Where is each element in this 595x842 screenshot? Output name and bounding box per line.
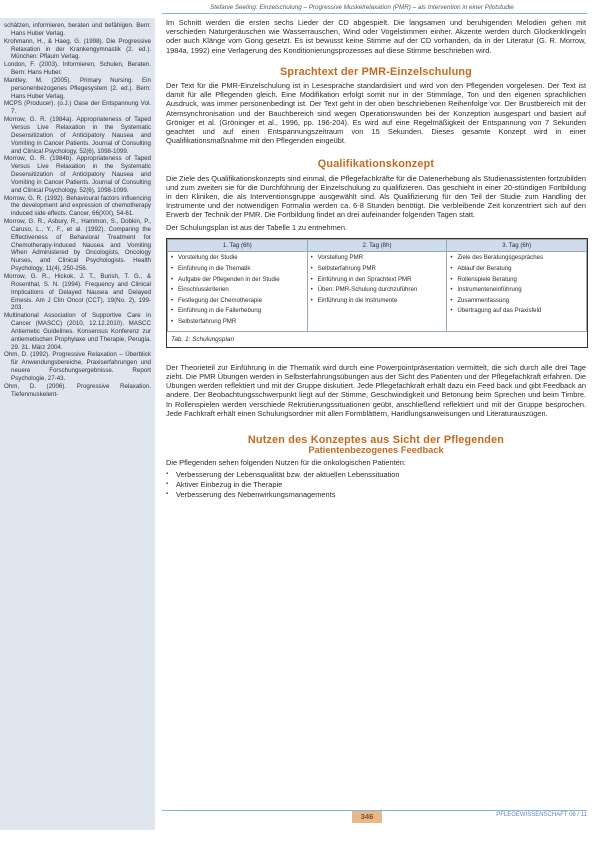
section-heading-sprachtext: Sprachtext der PMR-Einzelschulung	[280, 65, 472, 78]
benefit-item: ▪ Aktiver Einbezug in die Therapie	[166, 480, 586, 489]
article-body	[166, 18, 586, 500]
reference-sidebar	[0, 18, 155, 830]
header-rule	[162, 13, 587, 14]
table-item: • Einschlusskriterien	[171, 286, 304, 294]
table-item: • Einführung in die Fallerhebung	[171, 307, 304, 315]
table-cell-day1	[168, 252, 308, 331]
nutzen-intro: Die Pflegenden sehen folgenden Nutzen für die onkologischen Patienten:	[166, 458, 406, 468]
reference-entry: Morrow, G. R., Hickok, J. T., Burish, T. G., & Rosenthal, S. N. (1994). Frequency and Clinical Implications of Delayed Nausea and Delayed Emesis. Am J Clin Oncol (CCT), 19(No. 2), 199-203.	[4, 273, 151, 312]
intro-paragraph: Im Schnitt werden die ersten sechs Lieder der CD abgespielt. Die langsamen und beruhigenden Melodien gehen mit verschieden Naturgeräuschen wie Wasserrauschen, Wind oder Vogelstimmen einher. Akzente werden durch Glockenklingeln oder auch Klänge vom Gong gesetzt. Es ist bewusst keine Stimme auf der CD vorhanden, da in der Literatur (G. R. Morrow, 1984a, 1992) eine Verlagerung des Konditionierungsprozesses auf diese Stimme beschrieben wird.	[166, 18, 586, 55]
reference-entry: Ohm, D. (2006). Progressive Relaxation. Tiefenmuskelent-	[4, 382, 151, 398]
benefit-item: ▪ Verbesserung der Lebensqualität bzw. der aktuellen Lebenssituation	[166, 470, 586, 479]
table-reference-paragraph: Der Schulungsplan ist aus der Tabelle 1 zu entnehmen.	[166, 222, 348, 232]
table-item: • Aufgabe der Pflegenden in der Studie	[171, 276, 304, 284]
benefit-item: ▪ Verbesserung des Nebenwirkungsmanagements	[166, 490, 586, 499]
subsection-heading-feedback: Patientenbezogenes Feedback	[308, 445, 444, 456]
journal-name: PFLEGEWISSENSCHAFT 06 / 11	[496, 812, 587, 818]
theory-paragraph: Der Theorieteil zur Einführung in die Thematik wird durch eine Powerpointpräsentation vermittelt, die sich durch alle drei Tage zieht. Die PMR Übungen werden in Selbsterfahrungsübungen aus der Sicht des Patienten und der Pflegefachkraft erfahren. Die Übungen werden reflektiert und mit der Gruppe diskutiert. Jede Pflegefachkraft erhält dazu ein Feed back und gibt Feedback an andere. Der Beobachtungsschwerpunkt liegt auf der Stimme, Geschwindigkeit und Betonung beim Sprechen und beim Timbre. In Rollenspielen werden verschiede Rekrutierungssituationen geübt, anschließend reflektiert und mit der Gruppe besprochen. Jede Fachkraft erhält einen Schulungsordner mit allen Formblättern, Handlungsanweisungen und Literaturauszügen.	[166, 362, 586, 418]
table-item: • Einführung in den Sprachtext PMR	[311, 276, 444, 284]
qualifikation-paragraph: Die Ziele des Qualifikationskonzepts sind einmal, die Pflegefachkräfte für die Datenerhebung als Studienassistenten fortzubilden und zum zweiten sie für die Durchführung der Einzelschulung zu qualifizieren. Das geschieht in einer 20-stündigen Fortbildung in den Kliniken, die als Interventionsgruppe ausgewählt sind. Als Qualifizierung für den Teil der Studie zum Handling der Instrumente und der notwendigen Formalia werden ca. 6-8 Stunden benötigt. Die verbleibende Zeit konzentriert sich auf den Erwerb der Technik der PMR. Die Fortbildung findet an drei aufeinander folgenden Tagen statt.	[166, 173, 586, 220]
reference-entry: schätzen, informieren, beraten und befähigen. Bern: Hans Huber Verlag.	[4, 22, 151, 37]
table-item: • Ablauf der Beratung	[450, 265, 583, 273]
page-number: 346	[352, 811, 382, 823]
reference-entry: MCPS (Producer). (o.J.) Oase der Entspannung Vol. 7.	[4, 100, 151, 116]
table-header-day1: 1. Tag (6h)	[168, 239, 308, 252]
table-item: • Festlegung der Chemotherapie	[171, 297, 304, 305]
schedule-table-box	[166, 238, 588, 348]
table-cell-day2	[307, 252, 447, 331]
sprachtext-paragraph: Der Text für die PMR-Einzelschulung ist in Lesesprache standardisiert und wird von den Pflegenden vorgelesen. Der Text ist damit für alle Pflegenden gleich. Eine Modifikation erfolgt somit nur in der Stimmlage, Ton und den eigenen sprachlichen Ausdruck, was immer personenbedingt ist. Der Text geht in der oben beschriebenen Reihenfolge vor. Der Brustbereich mit der Atemsynchronisation und der Bauchbereich sind wegen Operationswunden bei der Konzeption ausgespart und basiert auf Gröniger et al. (Gröninger et al., 1996, pp. 196-204). Es wird auf eine Regelmäßigkeit der Entspannung von 7 Sekunden geachtet und auf einen Entspannungszeitraum von 15 Sekunden. Dieses gesamte Konzept wird in einer Qualifikationsmaßnahme mit den Pflegenden eingeübt.	[166, 81, 586, 146]
reference-entry: Morrow, G. R., Asbury, R., Hammon, S., Dobkin, P., Caruso, L., Y., F., et al. (1992). Comparing the Effectiveness of Behavioral Treatment for Chemotherapy-Induced Nausea and Vomiting When Administered by Oncologists, Oncology Nurses, and Clinical Psychologists. Health Psychology, 11(4), 250-256.	[4, 218, 151, 273]
schedule-table	[167, 239, 587, 332]
table-item: • Übertragung auf das Praxisfeld	[450, 307, 583, 315]
table-item: • Einführung in die Thematik	[171, 265, 304, 273]
section-heading-qualifikation: Qualifikationskonzept	[317, 158, 435, 171]
table-cell-day3	[447, 252, 587, 331]
reference-entry: Ohm, D. (1992). Progressive Relaxation – Überblick für Anwendungsbereiche, Praxiserfahrungen und neuere Forschungsergebnisse. Report Psychologie, 27-43.	[4, 351, 151, 382]
reference-entry: Morrow, G. R. (1984a). Appropriateness of Taped Versus Live Relaxation in the Systematic Desensitization of Anticipatory Nausea and Vomiting in Cancer Patients. Journal of Consulting and Clinical Psychology, 52(6), 1098-1099.	[4, 116, 151, 155]
table-item: • Instrumenteneinführung	[450, 286, 583, 294]
reference-entry: Morrow, G. R. (1984b). Appropriateness of Taped Versus Live Relaxation in the Systematic Desensitization of Anticipatory Nausea and Vomiting in Cancer Patients. Journal of Consulting and Clinical Psychology, 52(6), 1098-1099.	[4, 155, 151, 194]
section-heading-nutzen: Nutzen des Konzeptes aus Sicht der Pflegenden	[247, 434, 505, 447]
table-header-day2: 2. Tag (8h)	[307, 239, 447, 252]
table-item: • Zusammenfassung	[450, 297, 583, 305]
table-header-day3: 3. Tag (6h)	[447, 239, 587, 252]
benefits-list	[166, 470, 586, 500]
reference-entry: Krohmann, H., & Haeg, G. (1998). Die Progressive Relaxation in der Krankengymnastik (2. ed.). München: Pflaum Verlag.	[4, 37, 151, 61]
reference-entry: London, F. (2003). Informieren, Schulen, Beraten. Bern: Hans Huber.	[4, 61, 151, 77]
table-item: • Vorstellung der Studie	[171, 254, 304, 262]
reference-entry: Morrow, G. R. (1992). Behavioural factors influencing the development and expression of chemotherapy induced side effects. Cancer, 66(XIX), 54-61.	[4, 194, 151, 218]
reference-list	[4, 22, 151, 399]
table-item: • Üben: PMR-Schulung durchzuführen	[311, 286, 444, 294]
table-item: • Einführung in die Instrumente	[311, 297, 444, 305]
reference-entry: Multinational Association of Supportive Care in Cancer (MASCC) (2010, 12.12.2010). MASCC Antiemetic Guidelines. Konsensus Konferenz zur antiemetischen Prophylaxe und Therapie, Perugia. 29. 31. März 2004.	[4, 312, 151, 351]
table-item: • Ziele des Beratungsgespräches	[450, 254, 583, 262]
table-caption: Tab. 1: Schulungsplan	[171, 335, 235, 343]
table-item: • Rollenspiele Beratung	[450, 276, 583, 284]
reference-entry: Mantley, M. (2005). Primary Nursing. Ein personenbezogenes Pflegesystem (2. ed.). Bern: Hans Huber Verlag.	[4, 76, 151, 100]
table-item: • Vorstellung PMR	[311, 254, 444, 262]
running-title: Stefanie Seeling: Einzelschulung – Progressive Muskelrelaxation (PMR) – als Intervention in einer Pilotstudie	[210, 4, 514, 11]
table-item: • Selbsterfahrung PMR	[311, 265, 444, 273]
table-item: • Selbsterfahrung PMR	[171, 318, 304, 326]
